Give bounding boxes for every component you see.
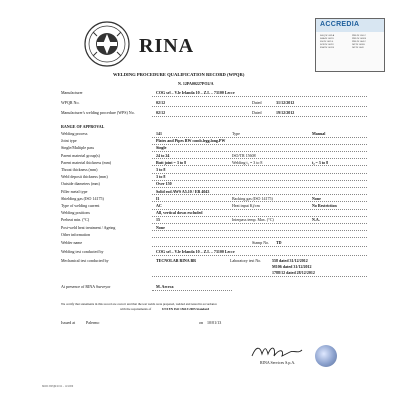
wpqr-label: WPQR No.: [61, 100, 80, 105]
wps-value: 02/12: [156, 110, 166, 115]
row-value: I1: [156, 195, 160, 201]
accredia-col-2: PRS N° 010 C PRD N° 005 B PRS N° 064 C ISP N° 003 E ISP N° 004 I: [352, 35, 367, 49]
accredia-col-1: SGQ N° 002 A SGA N° 002 D SSI N° 002 G SCR N° 002 F FSM N° 001 B: [320, 35, 335, 49]
row-label: Other information: [61, 231, 90, 237]
row-label: Outside diameters (mm): [61, 181, 100, 187]
test-value: COG srl – V.le Irlanda 10 – Z.I. – 73100 Lecce: [156, 249, 235, 254]
test-label: Welding test conducted by: [61, 249, 104, 254]
wps-label: Manufacturer's welding procedure (WPS) No.: [61, 110, 135, 115]
row-value: Solid rod AWS A5.10 / ER 4043: [156, 188, 210, 194]
hologram-seal: [315, 345, 337, 367]
stamp-label: Stamp No.: [252, 240, 270, 245]
row-extra-label: Type: [232, 131, 240, 136]
row-extra-label: Welding t₁ = 3 to 8: [232, 159, 263, 165]
row-extra-value: None: [312, 195, 321, 201]
welder-label: Welder name: [61, 240, 83, 245]
brand-name: RINA: [139, 35, 195, 57]
row-value: AC: [156, 203, 162, 208]
row-value: 3 to 8: [156, 167, 166, 172]
row-value: 24 to 24: [156, 152, 170, 158]
row-extra-label: Interpass temp. Max. (°C): [232, 217, 274, 223]
document-number: N. 12PA00227PO2/A: [178, 81, 214, 86]
issued-on-value: 10/01/13: [207, 320, 222, 325]
row-label: Shielding gas (ISO 14175): [61, 195, 104, 201]
row-value: Single: [156, 145, 167, 151]
row-value: 15: [156, 217, 160, 223]
certify-line-1: We certify that statements in this record are correct and that the test welds were prepared, welded and tested in accordance: [61, 302, 217, 306]
issued-at-value: Palermo: [86, 320, 100, 325]
row-extra-label: ISO/TR 15608: [232, 152, 256, 158]
row-value: 141: [156, 131, 162, 136]
wps-dated-label: Dated: [252, 110, 262, 115]
row-label: Type of welding current: [61, 203, 100, 208]
lab-label: Laboratory test No.: [230, 258, 262, 263]
manufacturer-label: Manufacturer: [61, 90, 83, 95]
issued-at-label: Issued at: [61, 320, 76, 325]
row-label: Welding process: [61, 131, 88, 136]
wps-date: 19/12/2012: [276, 110, 295, 115]
accredia-logo: ACCREDIA: [320, 21, 360, 28]
row-value: Butt joint = 3 to 8: [156, 159, 187, 165]
range-title: RANGE OF APPROVAL: [61, 124, 105, 129]
document-title: WELDING PROCEDURE QUALIFICATION RECORD (WPQR): [113, 72, 245, 77]
surveyor-value: M. Arceca: [156, 284, 174, 289]
wpqr-value: 02/12: [156, 100, 166, 105]
row-value: All, vertical down excluded: [156, 210, 203, 216]
stamp-value: TD: [276, 240, 282, 245]
mech-label: Mechanical test conducted by: [61, 258, 109, 263]
certify-standard: UNI EN ISO 15613:2005 Standard: [162, 307, 210, 311]
lab-value-1: 558 dated 31/12/2012: [272, 258, 308, 263]
row-value: 3 to 8: [156, 174, 166, 180]
lab-value-2: M106 dated 31/12/2012: [272, 264, 312, 269]
row-extra-value: N.A.: [312, 217, 320, 223]
accredia-box: [315, 18, 385, 72]
row-label: Welding positions: [61, 210, 90, 216]
row-label: Throat thickness (mm): [61, 167, 98, 172]
row-label: Weld deposit thickness (mm): [61, 174, 108, 180]
signature: [250, 342, 306, 360]
company-name: RINA Services S.p.A.: [260, 360, 296, 365]
lab-value-3: 1788/12 dated 28/12/2012: [272, 270, 315, 275]
surveyor-label: At presence of RINA Surveyor: [61, 284, 111, 289]
row-label: Preheat min. (°C): [61, 217, 90, 223]
footer-code: MOD.WPQR/2012 – 12/2009: [42, 385, 74, 388]
manufacturer-value: COG srl – V.le Irlanda 10 – Z.I. – 73100 Lecce: [156, 90, 235, 95]
row-extra-value: No Restriction: [312, 203, 337, 208]
issued-on-label: on: [199, 320, 203, 325]
row-label: Filler metal type: [61, 188, 88, 194]
row-extra-value: t₂ = 3 to 8: [312, 159, 329, 165]
wpqr-dated-label: Dated: [252, 100, 262, 105]
certify-line-2: with the requirements of: [120, 307, 152, 311]
row-value: None: [156, 224, 165, 230]
wpqr-date: 31/12/2012: [276, 100, 295, 105]
row-label: Joint type: [61, 138, 77, 144]
row-value: Plates and Pipes BW comb.legg.long.PW: [156, 138, 226, 144]
certificate-page: [20, 10, 380, 395]
rina-seal-logo: [83, 20, 131, 68]
row-label: Post-weld heat treatment / Ageing: [61, 224, 116, 230]
row-extra-label: Heat input Kj/cm: [232, 203, 260, 208]
row-label: Single/Multiple pass: [61, 145, 94, 151]
row-label: Parent material group(s): [61, 152, 100, 158]
row-extra-value: Manual: [312, 131, 326, 136]
mech-value: TECNOLAB RINA BR: [156, 258, 197, 263]
row-extra-label: Backing gas (ISO 14175): [232, 195, 273, 201]
row-label: Parent material thickness (mm): [61, 159, 112, 165]
row-value: Over 150: [156, 181, 172, 187]
